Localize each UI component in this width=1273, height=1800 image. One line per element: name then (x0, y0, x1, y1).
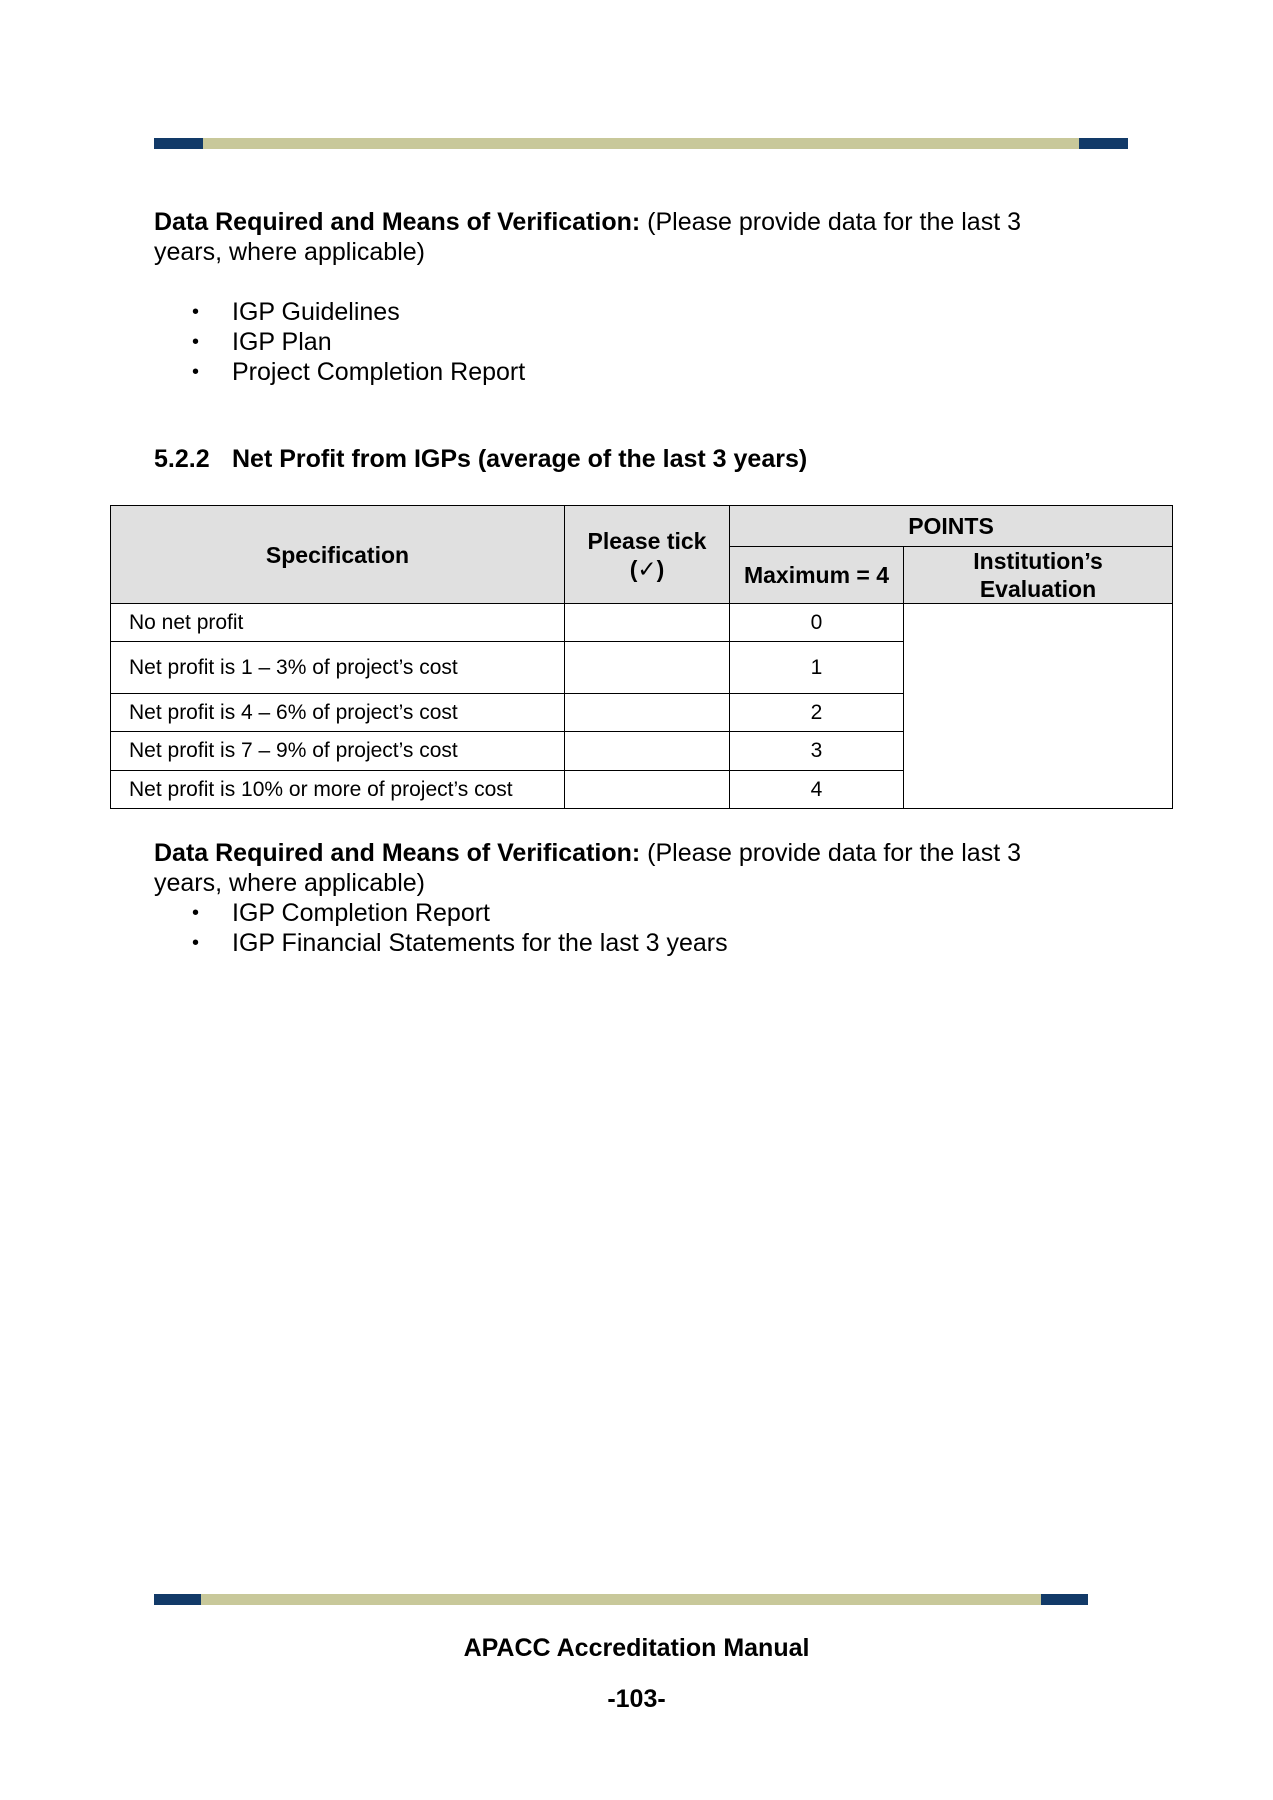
spec-cell: Net profit is 1 – 3% of project’s cost (111, 642, 565, 694)
tick-cell[interactable] (565, 732, 730, 771)
list-item: • IGP Guidelines (154, 297, 525, 327)
verification-list-1 (154, 297, 525, 387)
page-number: -103- (607, 1685, 666, 1713)
header-evaluation (904, 547, 1173, 604)
verification-title-1: Data Required and Means of Verification: (154, 208, 641, 236)
spec-cell: Net profit is 10% or more of project’s cost (111, 771, 565, 809)
evaluation-cell[interactable] (904, 604, 1173, 809)
section-number: 5.2.2 (154, 445, 210, 473)
table-row (111, 604, 1173, 642)
footer-rule-right-cap (1041, 1594, 1088, 1605)
points-cell: 3 (730, 732, 904, 771)
checkmark-icon: (✓) (629, 555, 665, 582)
header-rule (154, 138, 1128, 149)
verification-note-1: (Please provide data for the last 3 years, where applicable) (154, 208, 1021, 266)
header-rule-right-cap (1079, 138, 1128, 149)
header-specification: Specification (111, 506, 565, 604)
header-evaluation-line1: Institution’s (973, 548, 1103, 574)
spec-cell: Net profit is 4 – 6% of project’s cost (111, 694, 565, 732)
verification-note-2: (Please provide data for the last 3 years, where applicable) (154, 839, 1021, 897)
list-item: • IGP Financial Statements for the last 3 years (154, 928, 728, 958)
header-evaluation-line2: Evaluation (979, 576, 1097, 602)
list-item: • IGP Completion Report (154, 898, 728, 928)
points-cell: 2 (730, 694, 904, 732)
points-cell: 0 (730, 604, 904, 642)
section-heading (154, 445, 807, 474)
header-maximum: Maximum = 4 (730, 547, 904, 604)
tick-cell[interactable] (565, 771, 730, 809)
header-rule-left-cap (154, 138, 203, 149)
header-tick-label: Please tick (587, 527, 707, 554)
header-points: POINTS (730, 506, 1173, 547)
verification-title-2: Data Required and Means of Verification: (154, 839, 641, 867)
spec-cell: No net profit (111, 604, 565, 642)
list-item: • IGP Plan (154, 327, 525, 357)
tick-cell[interactable] (565, 694, 730, 732)
verification-paragraph-1 (154, 207, 1054, 267)
tick-cell[interactable] (565, 604, 730, 642)
footer-title: APACC Accreditation Manual (463, 1634, 810, 1662)
footer-rule-left-cap (154, 1594, 201, 1605)
scoring-table (110, 505, 1173, 809)
section-title: Net Profit from IGPs (average of the last 3 years) (232, 445, 808, 473)
footer-rule (154, 1594, 1088, 1605)
points-cell: 4 (730, 771, 904, 809)
tick-cell[interactable] (565, 642, 730, 694)
verification-list-2 (154, 898, 728, 958)
header-tick (565, 506, 730, 604)
spec-cell: Net profit is 7 – 9% of project’s cost (111, 732, 565, 771)
verification-paragraph-2 (154, 838, 1054, 898)
list-item: • Project Completion Report (154, 357, 525, 387)
points-cell: 1 (730, 642, 904, 694)
